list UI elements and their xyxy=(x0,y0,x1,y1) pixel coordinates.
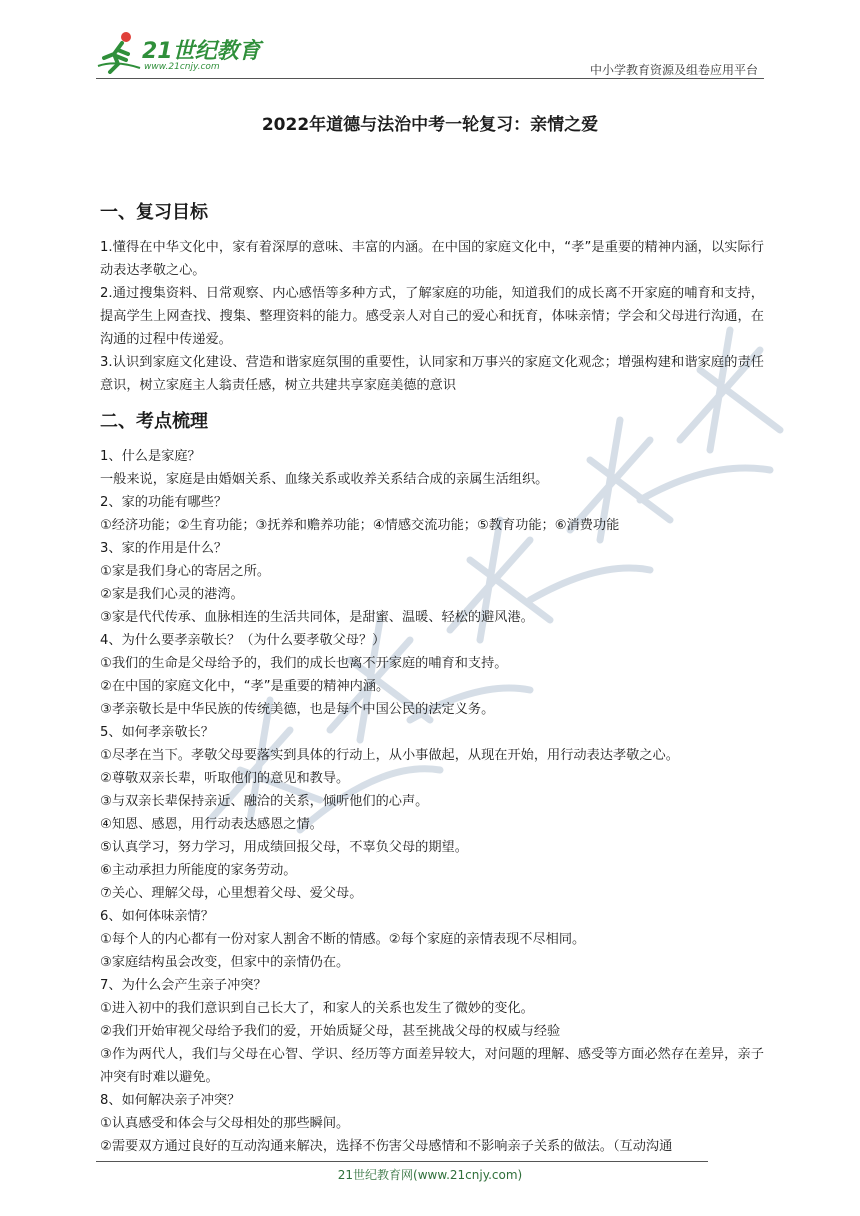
site-logo xyxy=(96,30,276,76)
paragraph: ①经济功能；②生育功能；③抚养和赡养功能；④情感交流功能；⑤教育功能；⑥消费功能 xyxy=(100,518,620,533)
paragraph: ③家庭结构虽会改变，但家中的亲情仍在。 xyxy=(100,955,350,970)
header-divider xyxy=(96,78,764,79)
paragraph: 一般来说，家庭是由婚姻关系、血缘关系或收养关系结合成的亲属生活组织。 xyxy=(100,472,549,487)
paragraph: ②家是我们心灵的港湾。 xyxy=(100,587,244,602)
runner-logo-icon xyxy=(96,30,142,74)
paragraph: ①家是我们身心的寄居之所。 xyxy=(100,564,271,579)
paragraph: ②尊敬双亲长辈，听取他们的意见和教导。 xyxy=(100,771,350,786)
paragraph: ③与双亲长辈保持亲近、融洽的关系，倾听他们的心声。 xyxy=(100,794,429,809)
paragraph: 8、如何解决亲子冲突？ xyxy=(100,1093,241,1108)
paragraph: ①尽孝在当下。孝敬父母要落实到具体的行动上，从小事做起，从现在开始，用行动表达孝敬之心。 xyxy=(100,748,679,763)
paragraph: ①进入初中的我们意识到自己长大了，和家人的关系也发生了微妙的变化。 xyxy=(100,1001,534,1016)
paragraph: ①我们的生命是父母给予的，我们的成长也离不开家庭的哺育和支持。 xyxy=(100,656,508,671)
paragraph: 3、家的作用是什么？ xyxy=(100,541,228,556)
document-title: 2022年道德与法治中考一轮复习：亲情之爱 xyxy=(261,115,599,135)
section-heading: 一、复习目标 xyxy=(100,202,208,223)
logo-text: 21世纪教育 xyxy=(142,39,261,64)
paragraph: 1、什么是家庭？ xyxy=(100,449,201,464)
document-body xyxy=(100,196,764,1158)
paragraph: 2.通过搜集资料、日常观察、内心感悟等多种方式，了解家庭的功能，知道我们的成长离不开家庭的哺育和支持，提高学生上网查找、搜集、整理资料的能力。感受亲人对自己的爱心和抚育，体味亲情；学会和父母进行沟通，在沟通的过程中传递爱。 xyxy=(100,286,764,347)
paragraph: 6、如何体味亲情？ xyxy=(100,909,214,924)
paragraph: ②我们开始审视父母给予我们的爱，开始质疑父母，甚至挑战父母的权威与经验 xyxy=(100,1024,561,1039)
page-footer: 21世纪教育网(www.21cnjy.com) xyxy=(337,1168,523,1182)
paragraph: ②在中国的家庭文化中，“孝”是重要的精神内涵。 xyxy=(100,679,390,694)
platform-name: 中小学教育资源及组卷应用平台 xyxy=(589,63,758,77)
paragraph: 7、为什么会产生亲子冲突？ xyxy=(100,978,267,993)
paragraph: 2、家的功能有哪些？ xyxy=(100,495,228,510)
paragraph: ②需要双方通过良好的互动沟通来解决，选择不伤害父母感情和不影响亲子关系的做法。（互动沟通 xyxy=(100,1139,673,1154)
paragraph: 4、为什么要孝亲敬长？（为什么要孝敬父母？） xyxy=(100,633,386,648)
page-header xyxy=(96,30,764,80)
paragraph: ①每个人的内心都有一份对家人割舍不断的情感。②每个家庭的亲情表现不尽相同。 xyxy=(100,932,586,947)
paragraph: ③孝亲敬长是中华民族的传统美德，也是每个中国公民的法定义务。 xyxy=(100,702,495,717)
footer-divider xyxy=(96,1161,708,1162)
paragraph: ①认真感受和体会与父母相处的那些瞬间。 xyxy=(100,1116,350,1131)
paragraph: 5、如何孝亲敬长？ xyxy=(100,725,214,740)
paragraph: ③作为两代人，我们与父母在心智、学识、经历等方面差异较大，对问题的理解、感受等方面必然存在差异，亲子冲突有时难以避免。 xyxy=(100,1047,764,1085)
paragraph: ⑥主动承担力所能度的家务劳动。 xyxy=(100,863,297,878)
paragraph: ⑤认真学习，努力学习，用成绩回报父母，不辜负父母的期望。 xyxy=(100,840,468,855)
section-heading: 二、考点梳理 xyxy=(100,411,208,432)
paragraph: ⑦关心、理解父母，心里想着父母、爱父母。 xyxy=(100,886,363,901)
paragraph: 1.懂得在中华文化中，家有着深厚的意味、丰富的内涵。在中国的家庭文化中，“孝”是重要的精神内涵，以实际行动表达孝敬之心。 xyxy=(100,240,764,278)
paragraph: ③家是代代传承、血脉相连的生活共同体，是甜蜜、温暖、轻松的避风港。 xyxy=(100,610,534,625)
logo-url: www.21cnjy.com xyxy=(144,62,220,72)
paragraph: ④知恩、感恩，用行动表达感恩之情。 xyxy=(100,817,323,832)
paragraph: 3.认识到家庭文化建设、营造和谐家庭氛围的重要性，认同家和万事兴的家庭文化观念；增强构建和谐家庭的责任意识，树立家庭主人翁责任感，树立共建共享家庭美德的意识 xyxy=(100,355,764,393)
